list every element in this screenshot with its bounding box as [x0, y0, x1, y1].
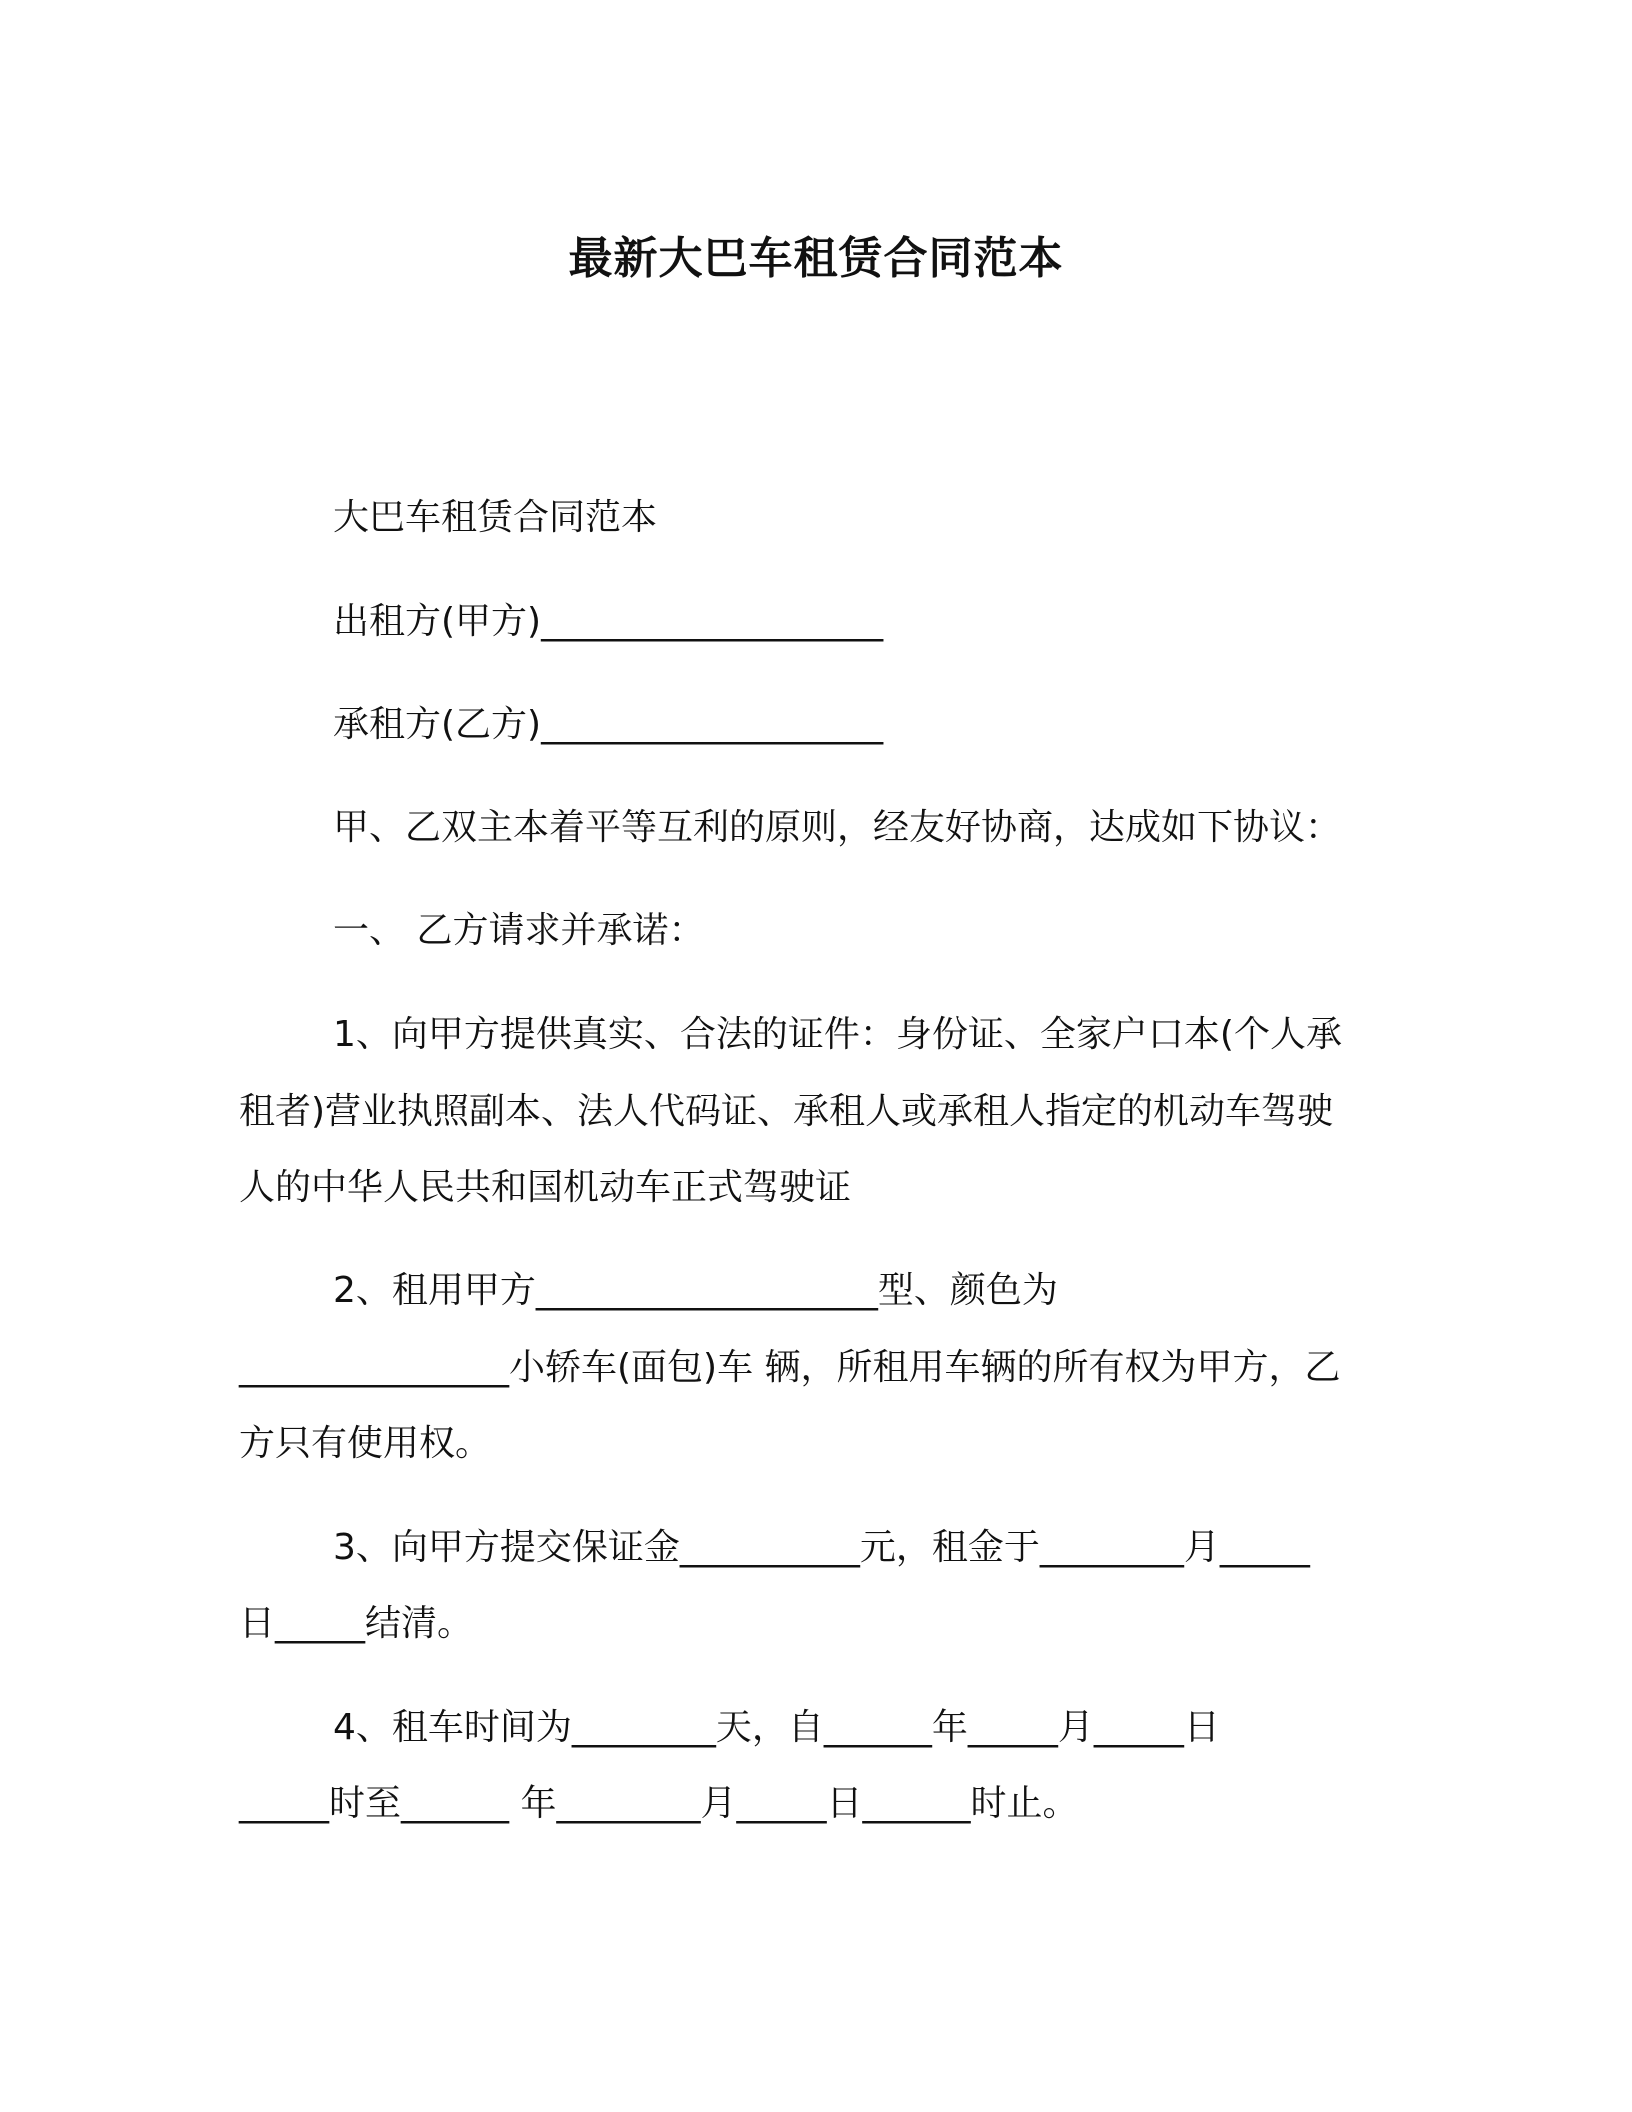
- clause-3-line-2: 日_____结清。: [239, 1603, 474, 1644]
- clause-1-line-1: 1、向甲方提供真实、合法的证件：身份证、全家户口本(个人承: [333, 1014, 1342, 1055]
- lessor-line: 出租方(甲方)___________________: [333, 601, 884, 642]
- document-title: 最新大巴车租赁合同范本: [568, 233, 1064, 284]
- clause-4-line-2: _____时至______ 年________月_____日______时止。: [239, 1783, 1079, 1824]
- clause-1-line-2: 租者)营业执照副本、法人代码证、承租人或承租人指定的机动车驾驶: [239, 1091, 1334, 1132]
- clause-1-line-3: 人的中华人民共和国机动车正式驾驶证: [239, 1167, 852, 1208]
- clause-2-line-1: 2、租用甲方___________________型、颜色为: [333, 1270, 1058, 1311]
- section-1-heading: 一、 乙方请求并承诺：: [333, 910, 705, 951]
- clause-2-line-2: _______________小轿车(面包)车 辆，所租用车辆的所有权为甲方，乙: [239, 1347, 1341, 1388]
- intro-paragraph: 甲、乙双主本着平等互利的原则，经友好协商，达成如下协议：: [333, 807, 1342, 848]
- lessee-line: 承租方(乙方)___________________: [333, 704, 884, 745]
- contract-subtitle: 大巴车租赁合同范本: [333, 497, 658, 538]
- clause-3-line-1: 3、向甲方提交保证金__________元，租金于________月_____: [333, 1527, 1310, 1568]
- clause-2-line-3: 方只有使用权。: [239, 1423, 492, 1464]
- clause-4-line-1: 4、租车时间为________天，自______年_____月_____日: [333, 1707, 1220, 1748]
